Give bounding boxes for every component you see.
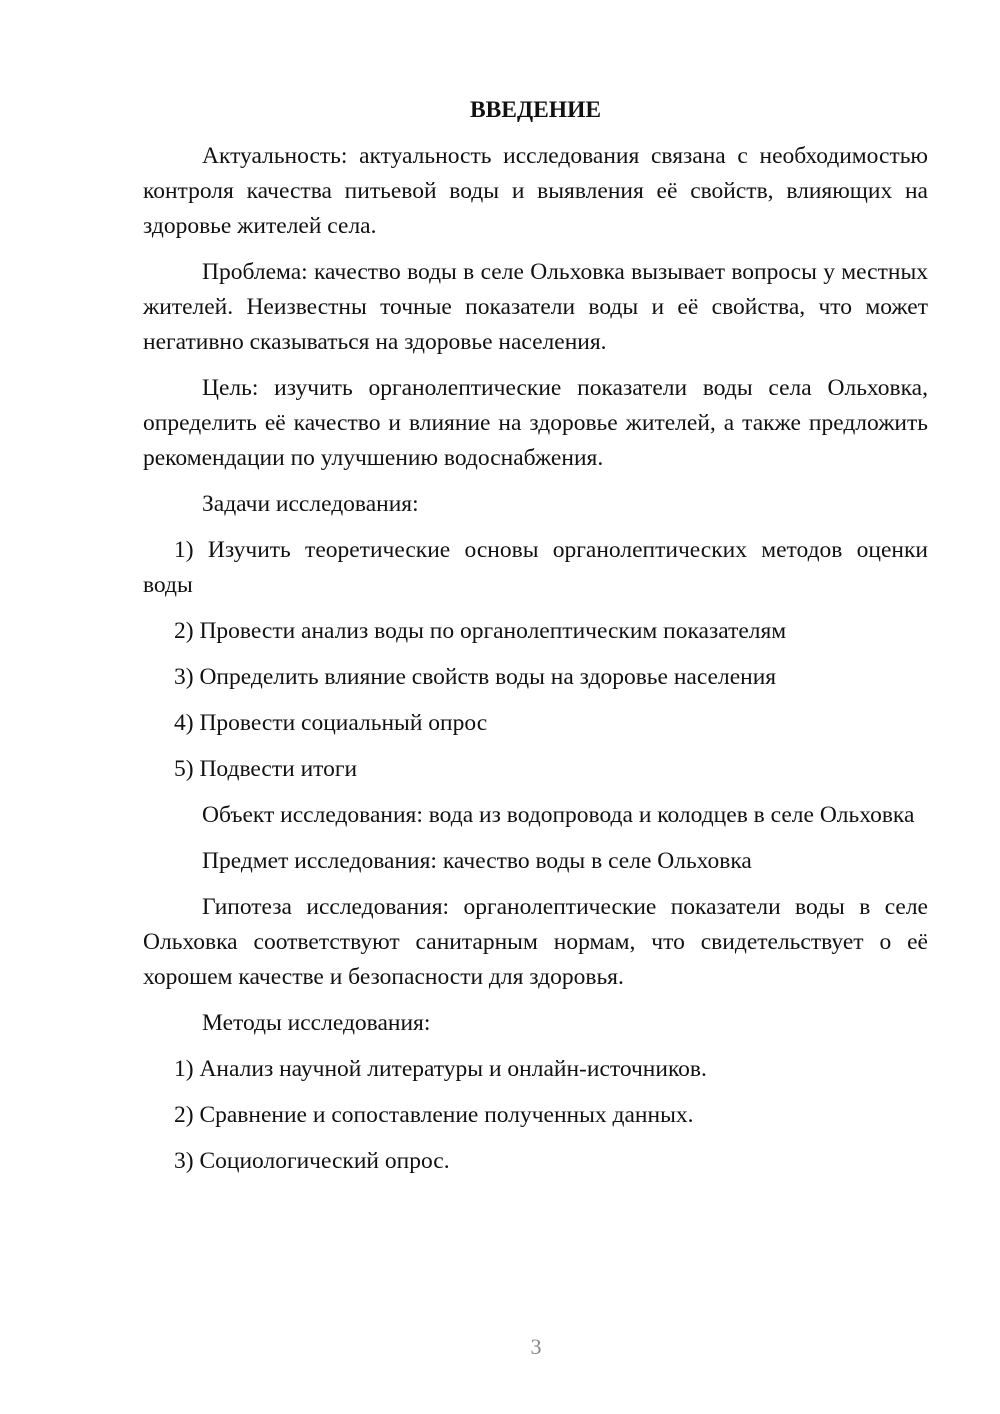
object-paragraph: Объект исследования: вода из водопровода и колодцев в селе Ольховка xyxy=(202,802,915,828)
method-item-2: 2) Сравнение и сопоставление полученных данных. xyxy=(174,1102,694,1128)
goal-paragraph: Цель: изучить органолептические показатели воды села Ольховка, определить её качество и влияние на здоровье жителей, а также предложить рекомендации по улучшению водоснабжения. xyxy=(143,375,928,471)
relevance-paragraph: Актуальность: актуальность исследования связана с необходимостью контроля качества питьевой воды и выявления её свойств, влияющих на здоровье жителей села. xyxy=(143,143,928,239)
page-content xyxy=(143,93,928,1190)
method-item-1: 1) Анализ научной литературы и онлайн-источников. xyxy=(174,1056,707,1082)
task-item-3: 3) Определить влияние свойств воды на здоровье населения xyxy=(174,664,777,690)
subject-paragraph: Предмет исследования: качество воды в селе Ольховка xyxy=(202,848,752,874)
hypothesis-paragraph: Гипотеза исследования: органолептические показатели воды в селе Ольховка соответствуют санитарным нормам, что свидетельствует о её хорошем качестве и безопасности для здоровья. xyxy=(143,894,928,990)
tasks-heading: Задачи исследования: xyxy=(202,491,419,517)
methods-heading: Методы исследования: xyxy=(202,1010,431,1036)
method-item-3: 3) Социологический опрос. xyxy=(174,1148,450,1174)
page-number: 3 xyxy=(530,1334,542,1359)
section-title: ВВЕДЕНИЕ xyxy=(469,97,602,123)
task-item-4: 4) Провести социальный опрос xyxy=(174,710,488,736)
problem-paragraph: Проблема: качество воды в селе Ольховка вызывает вопросы у местных жителей. Неизвестны точные показатели воды и её свойства, что может негативно сказываться на здоровье населения. xyxy=(143,259,928,355)
task-item-2: 2) Провести анализ воды по органолептическим показателям xyxy=(174,618,787,644)
task-item-1: 1) Изучить теоретические основы органолептических методов оценки воды xyxy=(143,537,928,598)
task-item-5: 5) Подвести итоги xyxy=(174,756,358,782)
